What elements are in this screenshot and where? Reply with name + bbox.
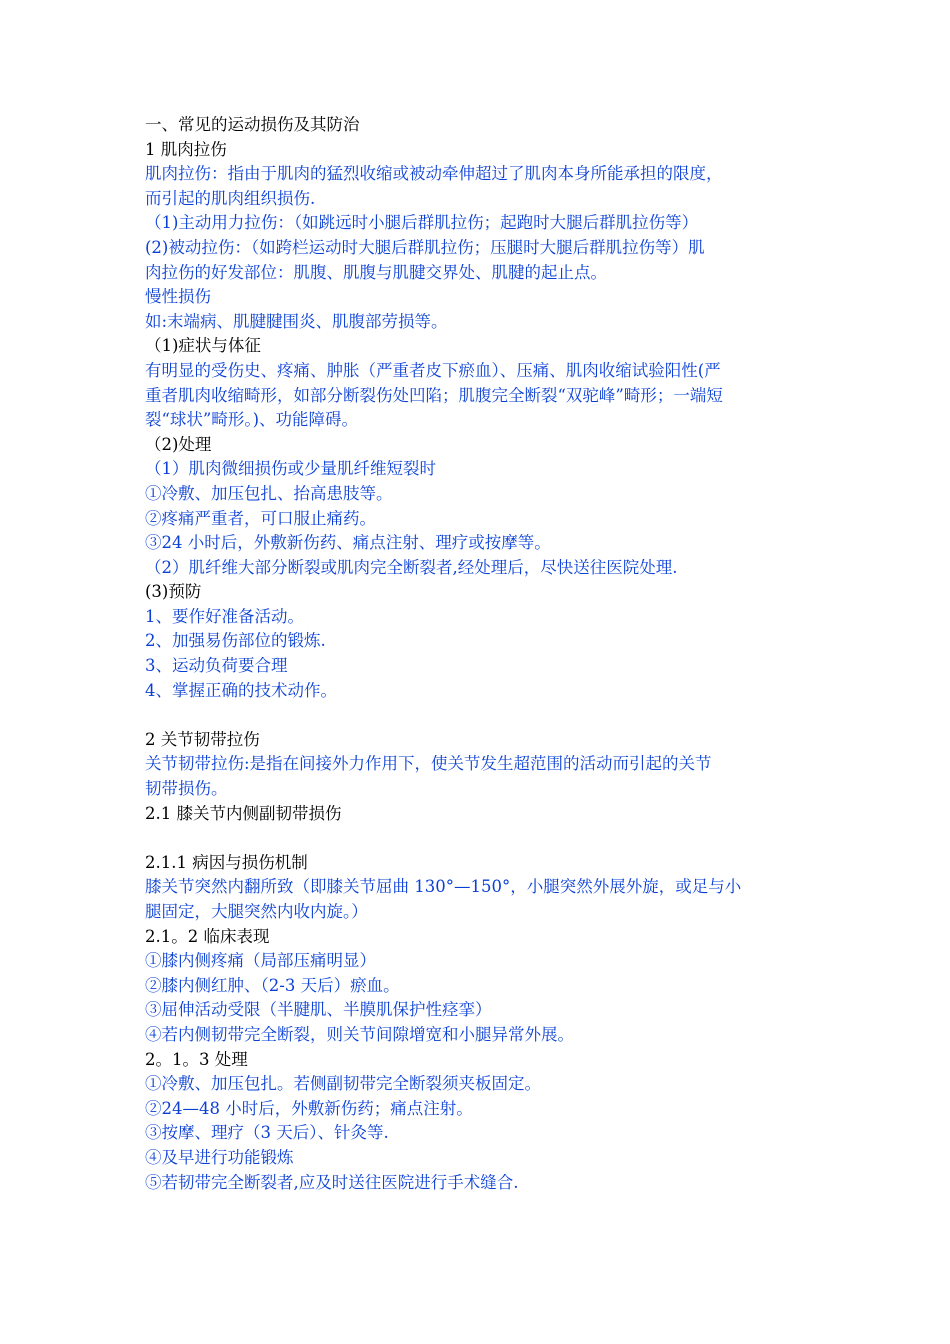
text-line: 重者肌肉收缩畸形，如部分断裂伤处凹陷；肌腹完全断裂“双驼峰”畸形；一端短 — [145, 385, 723, 405]
text-line: 膝关节突然内翻所致（即膝关节屈曲 130°—150°，小腿突然外展外旋，或足与小 — [145, 877, 742, 897]
blank-line — [145, 703, 810, 728]
text-line: （1)症状与体征 — [145, 336, 261, 356]
text-line: ②疼痛严重者，可口服止痛药。 — [145, 508, 376, 528]
text-line: 肉拉伤的好发部位：肌腹、肌腹与肌腱交界处、肌腱的起止点。 — [145, 262, 607, 282]
text-line: 1 肌肉拉伤 — [145, 139, 227, 159]
text-line: 裂“球状”畸形。)、功能障碍。 — [145, 410, 359, 430]
blank-line — [145, 826, 810, 851]
text-line: 3、运动负荷要合理 — [145, 656, 288, 676]
text-line: (3)预防 — [145, 582, 202, 602]
text-line: 腿固定，大腿突然内收内旋。） — [145, 902, 368, 921]
text-line: 肌肉拉伤：指由于肌肉的猛烈收缩或被动牵伸超过了肌肉本身所能承担的限度， — [145, 164, 723, 184]
text-line: ①冷敷、加压包扎、抬高患肢等。 — [145, 483, 393, 503]
text-line: 1、要作好准备活动。 — [145, 606, 304, 626]
text-line: ①冷敷、加压包扎。若侧副韧带完全断裂须夹板固定。 — [145, 1074, 541, 1094]
text-line: （1)主动用力拉伤：（如跳远时小腿后群肌拉伤；起跑时大腿后群肌拉伤等） — [145, 213, 699, 233]
text-line: 4、掌握正确的技术动作。 — [145, 680, 337, 700]
text-line: ③屈伸活动受限（半腱肌、半膜肌保护性痉挛） — [145, 1000, 492, 1020]
text-line: (2)被动拉伤：（如跨栏运动时大腿后群肌拉伤；压腿时大腿后群肌拉伤等）肌 — [145, 237, 705, 257]
text-line: ④及早进行功能锻炼 — [145, 1147, 294, 1167]
text-line: 2.1。2 临床表现 — [145, 926, 270, 946]
text-line: 韧带损伤。 — [145, 779, 228, 799]
text-line: ⑤若韧带完全断裂者,应及时送往医院进行手术缝合. — [145, 1172, 519, 1192]
text-line: 一、常见的运动损伤及其防治 — [145, 115, 360, 134]
text-line: 2.1 膝关节内侧副韧带损伤 — [145, 803, 342, 823]
text-line: 2、加强易伤部位的锻炼. — [145, 631, 326, 651]
text-line: ②24—48 小时后，外敷新伤药；痛点注射。 — [145, 1098, 473, 1118]
text-line: ③24 小时后，外敷新伤药、痛点注射、理疗或按摩等。 — [145, 533, 551, 553]
text-line: ①膝内侧疼痛（局部压痛明显） — [145, 951, 376, 971]
text-line: ④若内侧韧带完全断裂，则关节间隙增宽和小腿异常外展。 — [145, 1024, 574, 1044]
text-line: （1）肌肉微细损伤或少量肌纤维短裂时 — [145, 459, 436, 479]
text-line: ③按摩、理疗（3 天后）、针灸等. — [145, 1123, 389, 1143]
text-line: 而引起的肌肉组织损伤. — [145, 188, 316, 208]
text-line: （2)处理 — [145, 434, 212, 454]
text-line: 如:末端病、肌腱腱围炎、肌腹部劳损等。 — [145, 311, 448, 331]
text-line: 2.1.1 病因与损伤机制 — [145, 852, 308, 872]
text-line: ②膝内侧红肿、（2-3 天后）瘀血。 — [145, 975, 400, 995]
text-line: 慢性损伤 — [145, 287, 211, 307]
text-line: 关节韧带拉伤:是指在间接外力作用下，使关节发生超范围的活动而引起的关节 — [145, 754, 712, 774]
text-line: 2 关节韧带拉伤 — [145, 729, 260, 749]
text-line: 2。1。3 处理 — [145, 1049, 248, 1069]
text-line: （2）肌纤维大部分断裂或肌肉完全断裂者,经处理后，尽快送往医院处理. — [145, 557, 678, 577]
document-page — [145, 113, 810, 1195]
text-line: 有明显的受伤史、疼痛、肿胀（严重者皮下瘀血）、压痛、肌肉收缩试验阳性(严 — [145, 360, 721, 380]
